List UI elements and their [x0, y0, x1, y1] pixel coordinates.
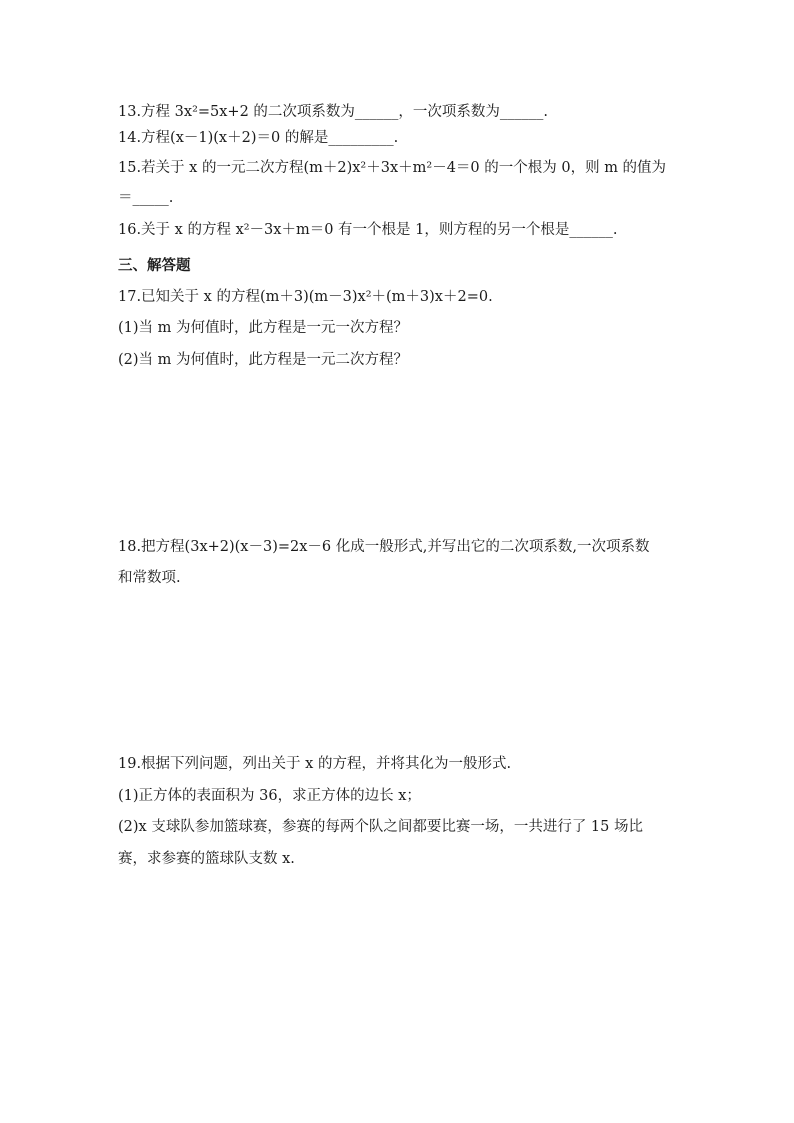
- section-3-title: 三、解答题: [118, 257, 191, 274]
- question-18-line-2: 和常数项.: [118, 570, 181, 586]
- question-19-part-2-line-2: 赛，求参赛的篮球队支数 x.: [118, 851, 295, 867]
- question-16: 16.关于 x 的方程 x²－3x＋m＝0 有一个根是 1，则方程的另一个根是______.: [118, 222, 618, 238]
- question-14: 14.方程(x－1)(x＋2)＝0 的解是_________.: [118, 130, 399, 146]
- question-19-part-2-line-1: (2)x 支球队参加篮球赛，参赛的每两个队之间都要比赛一场，一共进行了 15 场比: [118, 819, 643, 835]
- question-19-part-1: (1)正方体的表面积为 36，求正方体的边长 x；: [118, 788, 421, 804]
- question-17-part-1: (1)当 m 为何值时，此方程是一元一次方程？: [118, 320, 409, 336]
- question-15-line-1: 15.若关于 x 的一元二次方程(m＋2)x²＋3x＋m²－4＝0 的一个根为 0，则 m 的值为: [118, 160, 667, 176]
- question-18-line-1: 18.把方程(3x+2)(x－3)=2x－6 化成一般形式,并写出它的二次项系数,一次项系数: [118, 539, 650, 555]
- question-17-part-2: (2)当 m 为何值时，此方程是一元二次方程？: [118, 352, 409, 368]
- question-19-stem: 19.根据下列问题，列出关于 x 的方程，并将其化为一般形式.: [118, 756, 512, 772]
- question-13: 13.方程 3x²=5x+2 的二次项系数为______，一次项系数为______.: [118, 104, 549, 120]
- question-15-line-2: ＝_____.: [118, 190, 174, 206]
- question-17-stem: 17.已知关于 x 的方程(m＋3)(m－3)x²＋(m＋3)x＋2=0.: [118, 289, 493, 305]
